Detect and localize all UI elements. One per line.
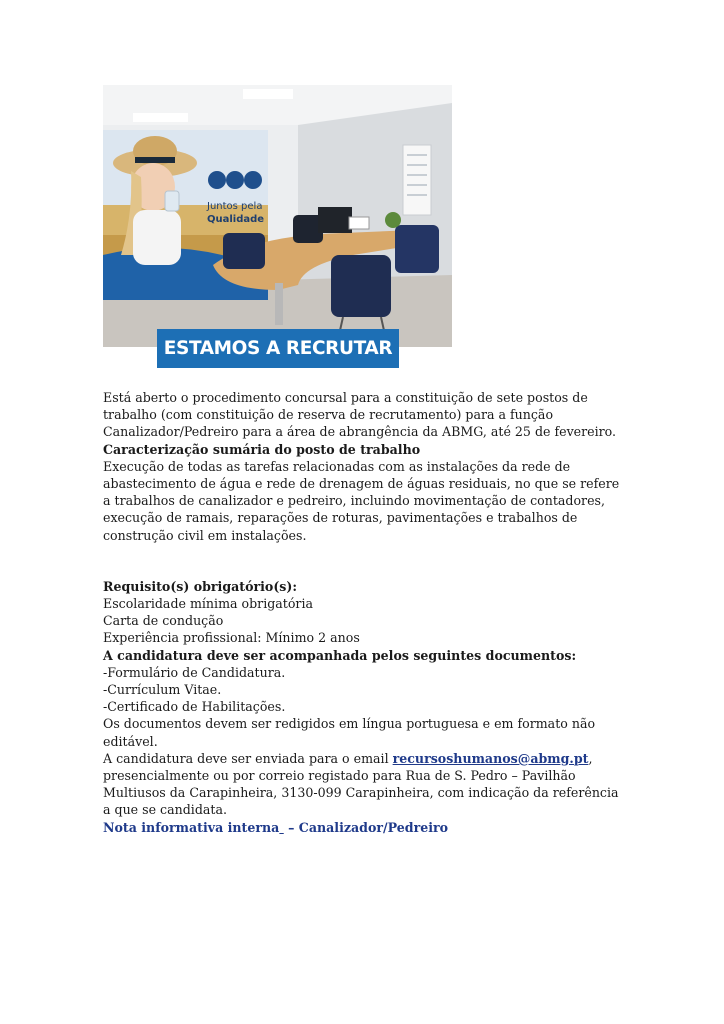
submission-paragraph — [103, 750, 623, 819]
requirement-item: Experiência profissional: Mínimo 2 anos — [103, 630, 360, 646]
requirements-heading: Requisito(s) obrigatório(s): — [103, 578, 297, 594]
document-item: -Certificado de Habilitações. — [103, 699, 286, 715]
recruiting-banner — [157, 329, 399, 368]
poster-slogan-line2: Qualidade — [207, 214, 265, 225]
internal-note-link[interactable]: Nota informativa interna — [103, 819, 280, 835]
summary-paragraph: Execução de todas as tarefas relacionadas com as instalações da rede de abastecimento de água e rede de drenagem de águas residuais, no que se refere a trabalhos de canalizador e pedreiro, incluindo movimentação de contadores, execução de ramais, reparações de roturas, pavimentações e trabalhos de construção civil em instalações. — [103, 458, 620, 543]
document-item: -Currículum Vitae. — [103, 682, 222, 698]
banner-title: ESTAMOS A RECRUTAR — [163, 338, 393, 359]
spacer — [103, 544, 623, 578]
requirement-item: Carta de condução — [103, 613, 224, 629]
internal-note-suffix: – Canalizador/Pedreiro — [283, 819, 449, 835]
documents-heading: A candidatura deve ser acompanhada pelos seguintes documentos: — [103, 647, 577, 663]
internal-note-line — [103, 819, 623, 836]
language-note: Os documentos devem ser redigidos em língua portuguesa e em formato não editável. — [103, 716, 596, 749]
poster-slogan-line1: Juntos pela — [207, 201, 263, 212]
document-item: -Formulário de Candidatura. — [103, 664, 286, 680]
requirement-item: Escolaridade mínima obrigatória — [103, 596, 313, 612]
submission-suffix: , presencialmente ou por correio registado para Rua de S. Pedro – Pavilhão Multiusos da Carapinheira, 3130-099 Carapinheira, com indicação da referência a que se candidata. — [103, 750, 619, 818]
summary-heading: Caracterização sumária do posto de trabalho — [103, 441, 421, 457]
office-recruitment-photo — [103, 85, 452, 347]
email-link[interactable]: recursoshumanos@abmg.pt — [392, 750, 589, 766]
intro-paragraph: Está aberto o procedimento concursal para a constituição de sete postos de trabalho (com constituição de reserva de recrutamento) para a função Canalizador/Pedreiro para a área de abrangência da ABMG, até 25 de fevereiro. — [103, 390, 617, 440]
submission-prefix: A candidatura deve ser enviada para o email — [103, 750, 393, 766]
job-posting-text — [103, 389, 623, 836]
